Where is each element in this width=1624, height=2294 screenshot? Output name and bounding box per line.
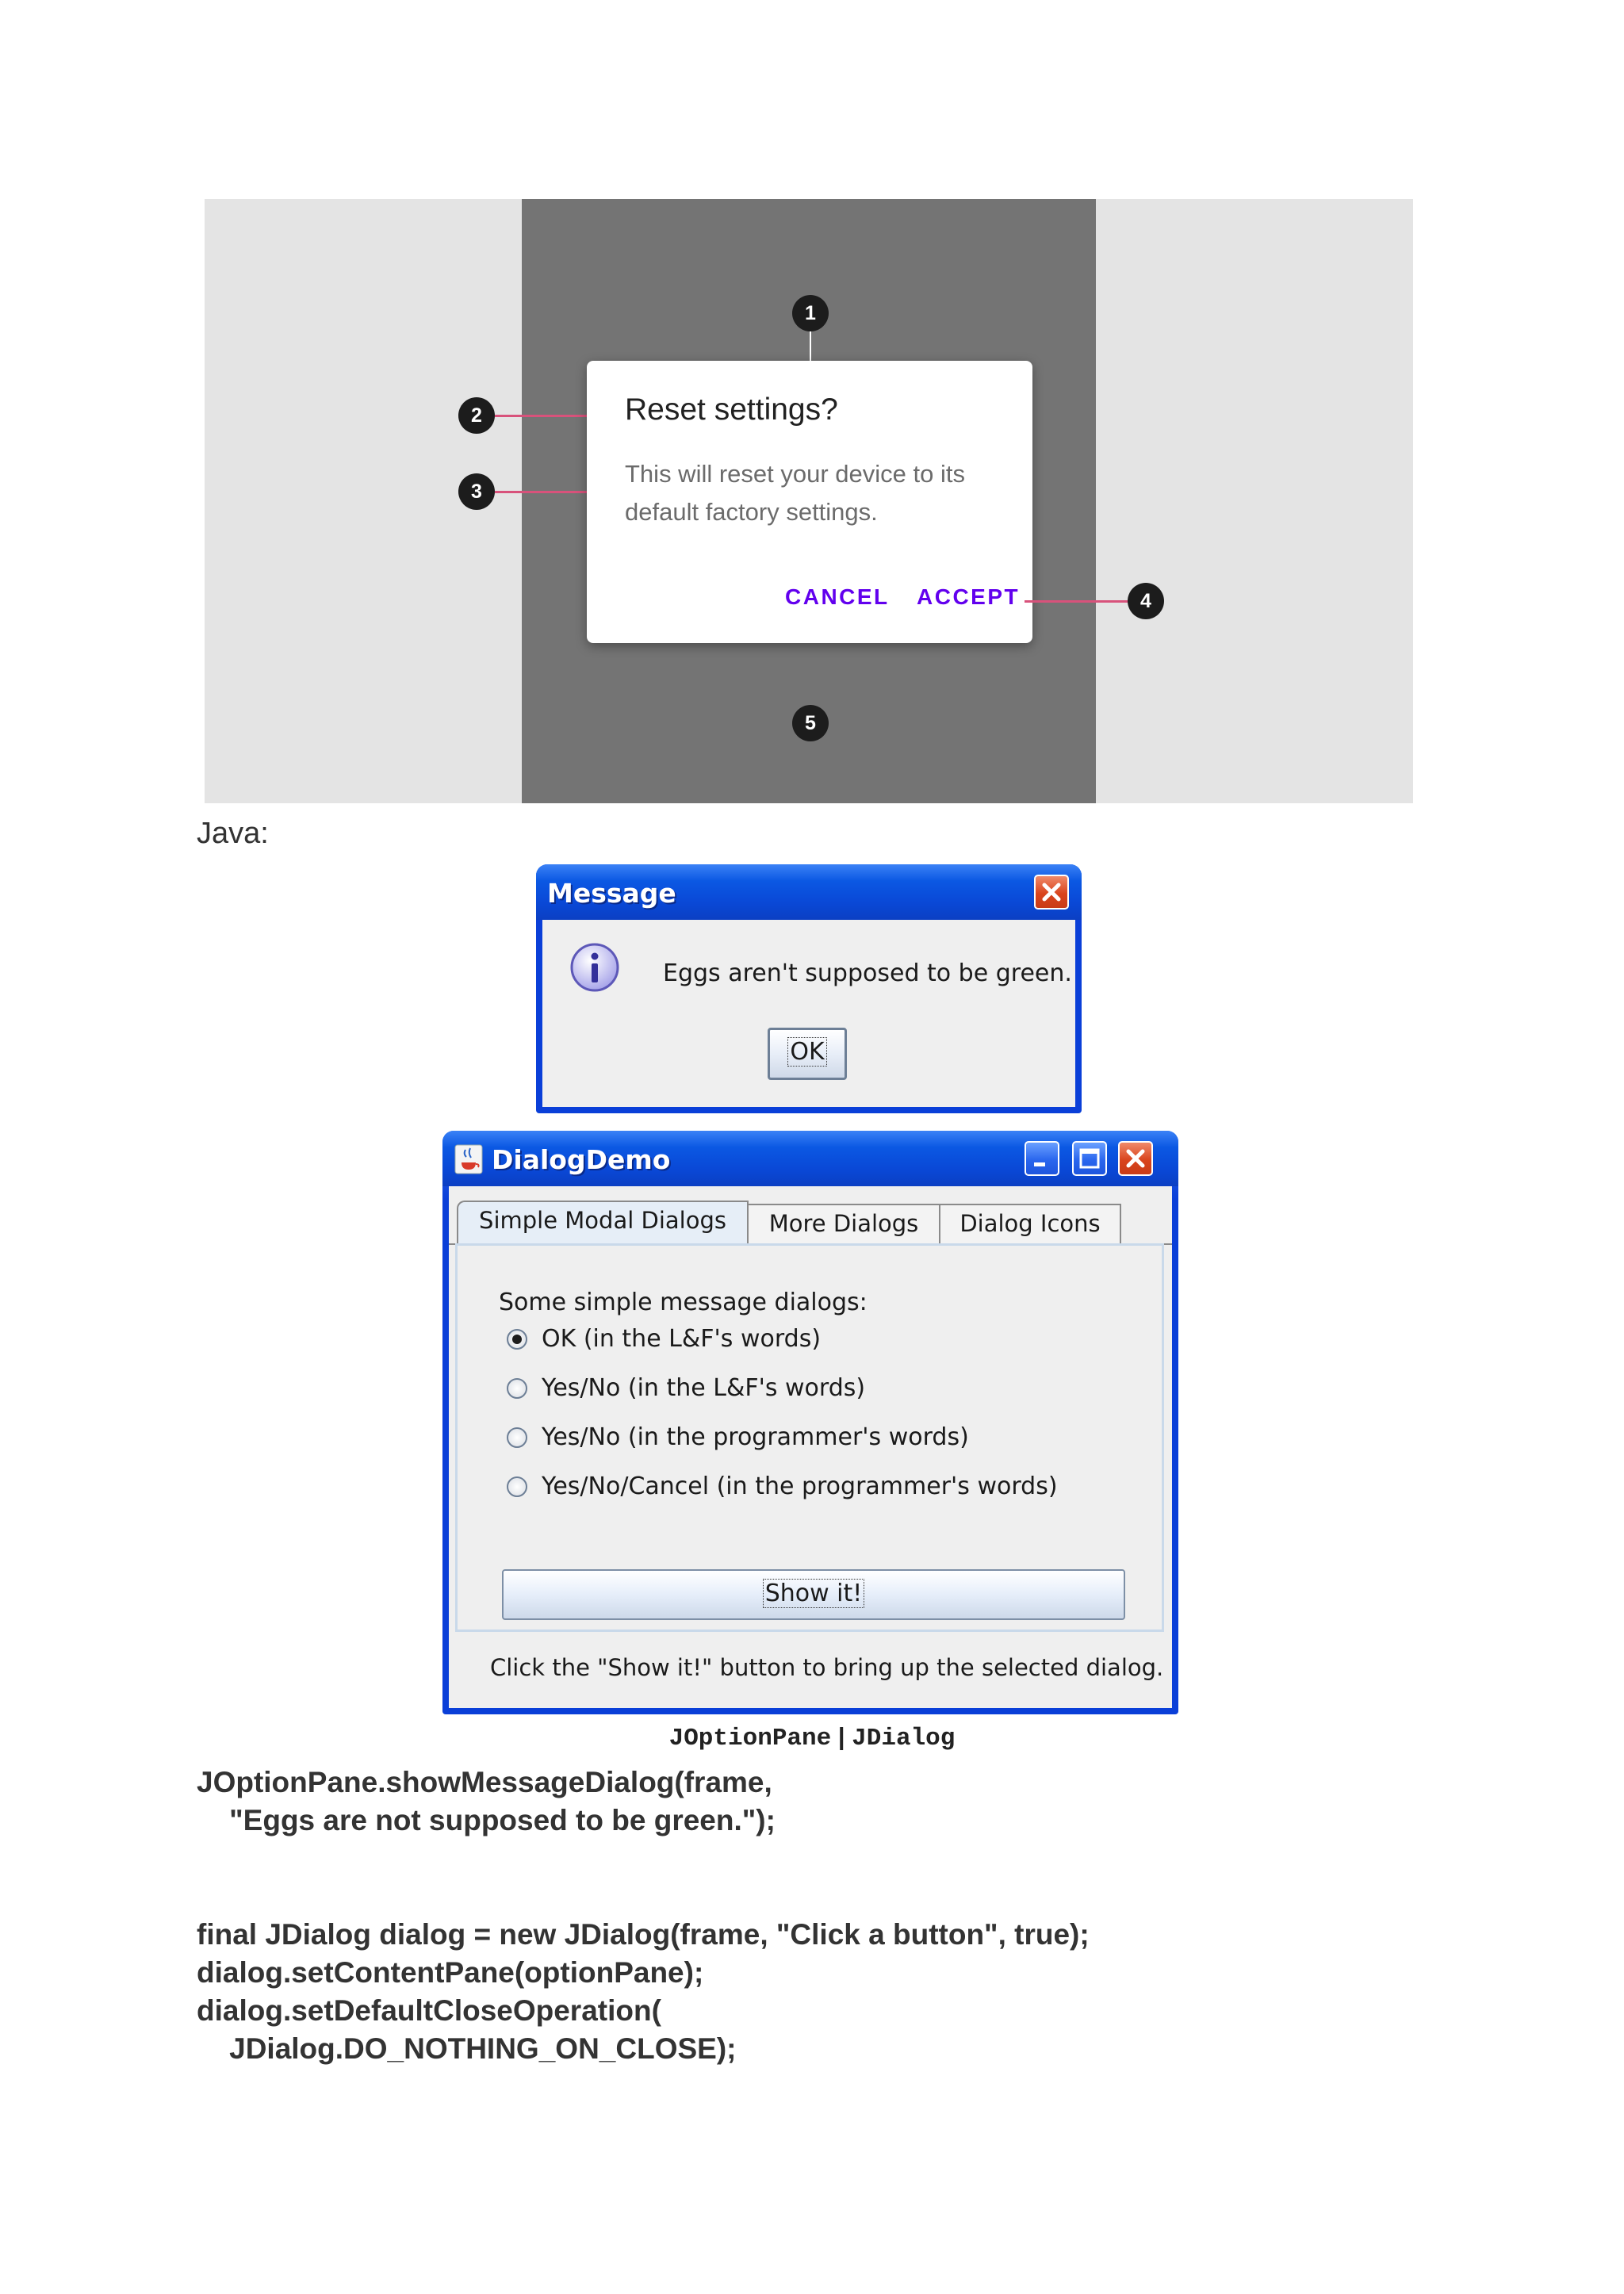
- tab-more-dialogs[interactable]: More Dialogs: [747, 1204, 940, 1243]
- ok-button[interactable]: [768, 1028, 847, 1080]
- window-title: DialogDemo: [492, 1144, 671, 1175]
- java-cup-icon: [454, 1143, 484, 1175]
- alert-dialog: [587, 361, 1032, 643]
- ok-label: OK: [787, 1037, 826, 1067]
- callout-4: 4: [1128, 583, 1164, 619]
- dialog-title: Reset settings?: [625, 393, 838, 427]
- message-text: Eggs aren't supposed to be green.: [663, 959, 1072, 987]
- panel-label: Some simple message dialogs:: [499, 1289, 868, 1316]
- close-button[interactable]: [1118, 1141, 1153, 1176]
- radio-button[interactable]: [507, 1329, 527, 1350]
- callout-5: 5: [792, 705, 829, 741]
- code-line: dialog.setContentPane(optionPane);: [197, 1956, 704, 1989]
- message-body: [542, 920, 1075, 1107]
- java-label: Java:: [197, 817, 269, 850]
- tab-simple-modal-dialogs[interactable]: Simple Modal Dialogs: [457, 1201, 749, 1245]
- accept-button[interactable]: ACCEPT: [917, 584, 1021, 609]
- dialogdemo-titlebar[interactable]: [442, 1131, 1178, 1186]
- maximize-icon: [1074, 1143, 1105, 1174]
- figure-caption: [0, 1722, 1624, 1752]
- caption-joptionpane: JOptionPane: [668, 1725, 832, 1752]
- tab-panel: [455, 1243, 1164, 1632]
- radio-label: Yes/No (in the programmer's words): [542, 1423, 969, 1451]
- show-it-button[interactable]: [502, 1569, 1125, 1620]
- close-button[interactable]: [1034, 875, 1069, 910]
- radio-label: Yes/No (in the L&F's words): [542, 1374, 866, 1402]
- callout-1: 1: [792, 295, 829, 331]
- code-line: JDialog.DO_NOTHING_ON_CLOSE);: [197, 2032, 737, 2065]
- radio-label: OK (in the L&F's words): [542, 1325, 822, 1353]
- code-line: final JDialog dialog = new JDialog(frame, "Click a button", true);: [197, 1918, 1090, 1951]
- code-line: "Eggs are not supposed to be green.");: [197, 1804, 776, 1836]
- close-icon: [1120, 1143, 1151, 1174]
- callout-2: 2: [458, 397, 495, 434]
- radio-button[interactable]: [507, 1427, 527, 1448]
- message-titlebar[interactable]: [536, 864, 1082, 920]
- callout-3: 3: [458, 473, 495, 510]
- tab-dialog-icons[interactable]: Dialog Icons: [939, 1204, 1121, 1243]
- radio-button[interactable]: [507, 1378, 527, 1399]
- callout-4-line: [1025, 600, 1128, 603]
- radio-button[interactable]: [507, 1476, 527, 1497]
- callout-1-line: [810, 331, 811, 361]
- radio-selected-dot: [512, 1335, 522, 1344]
- close-icon: [1036, 876, 1067, 908]
- code-line: JOptionPane.showMessageDialog(frame,: [197, 1766, 772, 1798]
- radio-label: Yes/No/Cancel (in the programmer's words): [542, 1473, 1058, 1500]
- dialog-supporting-text: This will reset your device to its default factory settings.: [625, 460, 965, 526]
- info-icon: [568, 940, 623, 996]
- show-it-label: Show it!: [763, 1579, 865, 1608]
- message-window: [536, 864, 1082, 1113]
- dialogdemo-body: [449, 1186, 1172, 1708]
- status-text: Click the "Show it!" button to bring up the selected dialog.: [490, 1654, 1164, 1681]
- minimize-icon: [1026, 1143, 1058, 1174]
- maximize-button[interactable]: [1072, 1141, 1107, 1176]
- code-line: dialog.setDefaultCloseOperation(: [197, 1994, 661, 2027]
- material-dialog-figure: [205, 199, 1413, 803]
- cancel-button[interactable]: CANCEL: [785, 584, 890, 609]
- caption-separator: |: [837, 1722, 845, 1750]
- caption-jdialog: JDialog: [852, 1725, 956, 1752]
- dialogdemo-window: [442, 1131, 1178, 1714]
- window-title: Message: [547, 878, 676, 909]
- minimize-button[interactable]: [1025, 1141, 1059, 1176]
